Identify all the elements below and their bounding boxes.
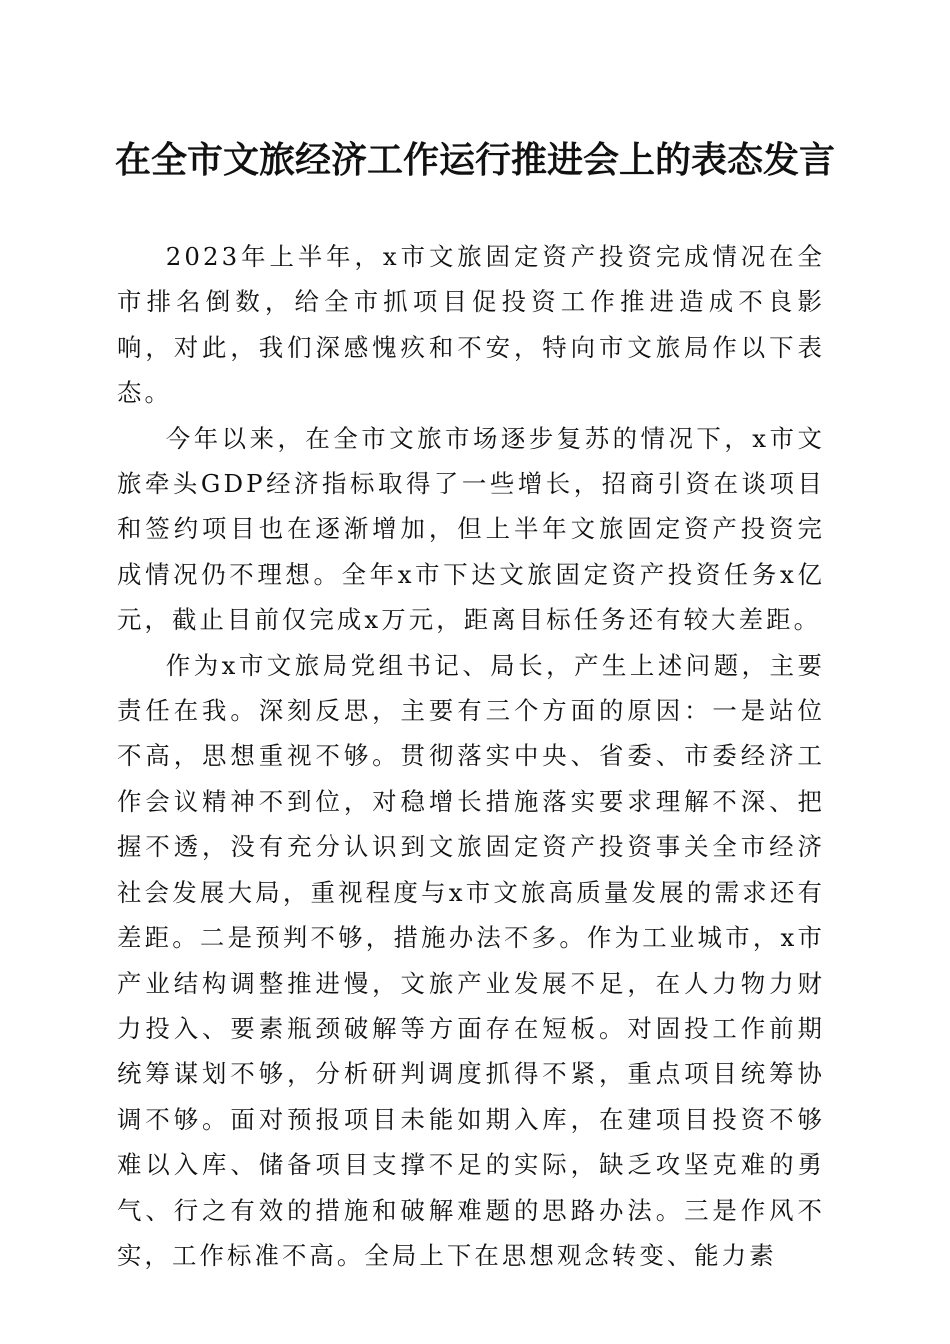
paragraph-2: 今年以来，在全市文旅市场逐步复苏的情况下，x市文旅牵头GDP经济指标取得了一些增长，招商引资在谈项目和签约项目也在逐渐增加，但上半年文旅固定资产投资完成情况仍不理想。全年x市下达文旅固定资产投资任务x亿元，截止目前仅完成x万元，距离目标任务还有较大差距。 [117,423,825,635]
paragraph-3: 作为x市文旅局党组书记、局长，产生上述问题，主要责任在我。深刻反思，主要有三个方面的原因：一是站位不高，思想重视不够。贯彻落实中央、省委、市委经济工作会议精神不到位，对稳增长措施落实要求理解不深、把握不透，没有充分认识到文旅固定资产投资事关全市经济社会发展大局，重视程度与x市文旅高质量发展的需求还有差距。二是预判不够，措施办法不多。作为工业城市，x市产业结构调整推进慢，文旅产业发展不足，在人力物力财力投入、要素瓶颈破解等方面存在短板。对固投工作前期统筹谋划不够，分析研判调度抓得不紧，重点项目统筹协调不够。面对预报项目未能如期入库，在建项目投资不够难以入库、储备项目支撑不足的实际，缺乏攻坚克难的勇气、行之有效的措施和破解难题的思路办法。三是作风不实，工作标准不高。全局上下在思想观念转变、能力素 [117,650,825,1270]
document-body [117,234,825,1278]
paragraph-1: 2023年上半年，x市文旅固定资产投资完成情况在全市排名倒数，给全市抓项目促投资工作推进造成不良影响，对此，我们深感愧疚和不安，特向市文旅局作以下表态。 [117,242,825,408]
document-title: 在全市文旅经济工作运行推进会上的表态发言 [114,139,835,181]
